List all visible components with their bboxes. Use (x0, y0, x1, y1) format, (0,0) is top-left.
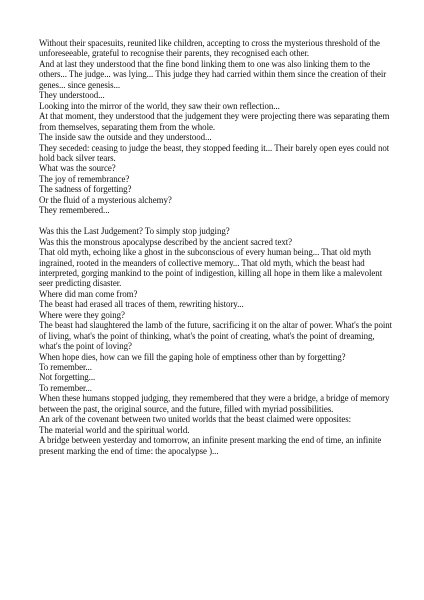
paragraph: The beast had erased all traces of them, rewriting history... (39, 299, 244, 310)
paragraph: They remembered... (39, 205, 110, 216)
paragraph: Where were they going? (39, 309, 125, 320)
paragraph: At that moment, they understood that the judgement they were projecting there was separating them from themselves, separating them from the whole. (39, 111, 390, 132)
paragraph: The beast had slaughtered the lamb of the future, sacrificing it on the altar of power. What's the point of living, what's the point of thinking, what's the point of creating, what's the point of dreaming, what's the point of loving? (39, 320, 393, 352)
paragraph: To remember... (39, 382, 92, 393)
paragraph: They seceded: ceasing to judge the beast, they stopped feeding it... Their barely open eyes could not hold back silver tears. (39, 142, 390, 163)
paragraph: Without their spacesuits, reunited like children, accepting to cross the mysterious threshold of the unforeseeable, grateful to recognise their parents, they recognised each other. (39, 38, 380, 59)
paragraph: An ark of the covenant between two united worlds that the beast claimed were opposites: (39, 414, 352, 425)
paragraph: When hope dies, how can we fill the gaping hole of emptiness other than by forgetting? (39, 351, 346, 362)
paragraph: And at last they understood that the fine bond linking them to one was also linking them to the others... The judge... was lying... This judge they had carried within them since the creation of their genes... since genesis... (39, 58, 387, 90)
paragraph: Or the fluid of a mysterious alchemy? (39, 194, 172, 205)
paragraph: That old myth, echoing like a ghost in the subconscious of every human being... That old myth ingrained, rooted in the meanders of collective memory... That old myth, which the beast had interpreted, gorging mankind to the point of indigestion, killing all hope in them like a malevolent seer predicting disaster. (39, 247, 383, 289)
paragraph: Was this the monstrous apocalypse described by the ancient sacred text? (39, 236, 293, 247)
paragraph: When these humans stopped judging, they remembered that they were a bridge, a bridge of memory between the past, the original source, and the future, filled with myriad possibilities. (39, 393, 390, 414)
text-block-2 (39, 226, 393, 456)
paragraph: The joy of remembrance? (39, 173, 130, 184)
paragraph: Not forgetting... (39, 372, 96, 383)
paragraph: A bridge between yesterday and tomorrow, an infinite present marking the end of time, an infinite present marking the end of time: the apocalypse )... (39, 435, 382, 456)
paragraph: Was this the Last Judgement? To simply stop judging? (39, 226, 230, 237)
text-block-1 (39, 38, 393, 216)
paragraph: The inside saw the outside and they understood... (39, 132, 212, 143)
paragraph: Where did man come from? (39, 288, 138, 299)
paragraph: The sadness of forgetting? (39, 184, 132, 195)
document-page (39, 38, 393, 456)
paragraph: To remember... (39, 362, 92, 373)
paragraph: The material world and the spiritual world. (39, 424, 190, 435)
paragraph: Looking into the mirror of the world, they saw their own reflection... (39, 100, 280, 111)
paragraph: What was the source? (39, 163, 116, 174)
paragraph-spacer (39, 216, 393, 226)
paragraph: They understood... (39, 90, 105, 101)
